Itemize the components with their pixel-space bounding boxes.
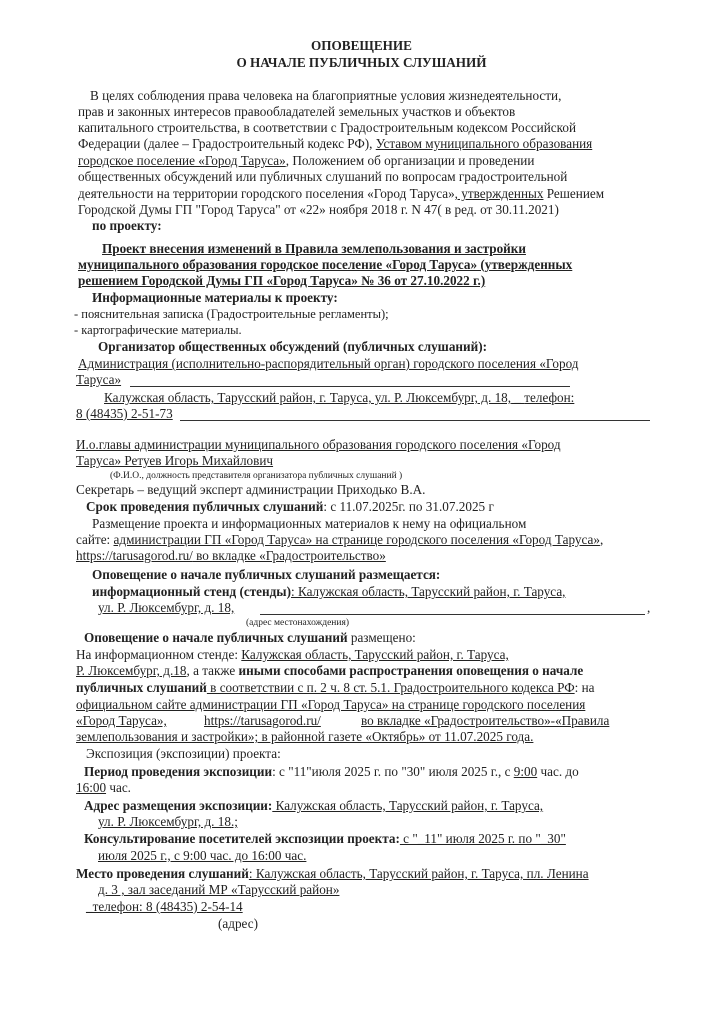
stand-line-2: ул. Р. Люксембург, д. 18, [98, 600, 235, 615]
placement-line-1: Размещение проекта и информационных материалов к нему на официальном [92, 516, 527, 531]
exposition-address-2: ул. Р. Люксембург, д. 18.; [98, 814, 238, 829]
notice-done-line-2: Р. Люксембург, д.18, а также иными способами распространения оповещения о начале [76, 663, 584, 678]
notice-done-line-6: землепользования и застройки»; в районной газете «Октябрь» от 11.07.2025 года. [76, 729, 534, 744]
exposition-period-2: 16:00 час. [76, 780, 131, 795]
materials-item-2: - картографические материалы. [74, 323, 242, 337]
exposition-address: Адрес размещения экспозиции: Калужская область, Тарусский район, г. Таруса, [84, 798, 544, 813]
notice-done-line-1: На информационном стенде: Калужская область, Тарусский район, г. Таруса, [76, 647, 509, 662]
intro-line-2: прав и законных интересов правообладателей земельных участков и объектов [78, 104, 516, 119]
intro-line-6: общественных обсуждений или публичных слушаний по вопросам градостроительной [78, 169, 568, 184]
secretary-line: Секретарь – ведущий эксперт администрации Приходько В.А. [76, 482, 426, 497]
hearing-place-line: Место проведения слушаний: Калужская область, Тарусский район, г. Таруса, пл. Ленина [76, 866, 589, 881]
exposition-label: Экспозиция (экспозиции) проекта: [86, 746, 281, 761]
intro-line-1: В целях соблюдения права человека на благоприятные условия жизнедеятельности, [90, 88, 562, 103]
organizer-phone: 8 (48435) 2-51-73 [76, 406, 173, 421]
head-line-2: Таруса» Ретуев Игорь Михайлович [76, 453, 274, 468]
notice-done-line-3: публичных слушаний в соответствии с п. 2 ч. 8 ст. 5.1. Градостроительного кодекса РФ: на [76, 680, 595, 695]
organizer-line-1: Администрация (исполнительно-распорядительный орган) городского поселения «Город [78, 356, 579, 371]
site-url: https://tarusagorod.ru/ [76, 548, 193, 563]
stand-line: информационный стенд (стенды): Калужская область, Тарусский район, г. Таруса, [92, 584, 566, 599]
consult-line: Консультирование посетителей экспозиции проекта: с "_11" июля 2025 г. по "_30" [84, 831, 566, 846]
intro-line-5: городское поселение «Город Таруса», Положением об организации и проведении [78, 153, 535, 168]
organizer-address: Калужская область, Тарусский район, г. Таруса, ул. Р. Люксембург, д. 18, _ телефон: [104, 390, 575, 405]
materials-heading: Информационные материалы к проекту: [92, 290, 338, 305]
organizer-line-2: Таруса» [76, 372, 122, 387]
exposition-period: Период проведения экспозиции: с "11"июля 2025 г. по "30" июля 2025 г., с 9:00 час. до [84, 764, 579, 779]
intro-line-3: капитального строительства, в соответствии с Градостроительным кодексом Российской [78, 120, 577, 135]
project-line-1: Проект внесения изменений в Правила землепользования и застройки [102, 241, 526, 256]
placement-line-2: сайте: администрации ГП «Город Таруса» на странице городского поселения «Город Таруса», [76, 532, 604, 547]
intro-line-4: Федерации (далее – Градостроительный кодекс РФ), Уставом муниципального образования [78, 136, 593, 151]
notice-done-line-5: «Город Таруса», https://tarusagorod.ru/ во вкладке «Градостроительство»-«Правила [76, 713, 610, 728]
hearing-caption: (адрес) [218, 916, 258, 931]
stand-caption: (адрес местонахождения) [246, 618, 349, 628]
notice-place-heading: Оповещение о начале публичных слушаний размещается: [92, 567, 441, 582]
project-label: по проекту: [92, 218, 162, 233]
intro-line-8: Городской Думы ГП "Город Таруса" от «22» ноября 2018 г. N 47( в ред. от 30.11.2021) [78, 202, 559, 217]
stand-comma: , [647, 600, 651, 615]
intro-line-7: деятельности на территории городского поселения «Город Таруса», утвержденных Решением [78, 186, 605, 201]
notice-done-line-4: официальном сайте администрации ГП «Город Таруса» на странице городского поселения [76, 697, 586, 712]
fill-line [180, 420, 650, 421]
notice-subtitle: О НАЧАЛЕ ПУБЛИЧНЫХ СЛУШАНИЙ [236, 55, 487, 70]
site-url-2: https://tarusagorod.ru/ [204, 713, 321, 728]
head-line-1: И.о.главы администрации муниципального образования городского поселения «Город [76, 437, 561, 452]
fill-line [130, 386, 570, 387]
placement-line-3: https://tarusagorod.ru/ во вкладке «Градостроительство» [76, 548, 386, 563]
hearing-phone: _телефон: 8 (48435) 2-54-14 [86, 899, 243, 914]
materials-item-1: - пояснительная записка (Градостроительные регламенты); [74, 307, 389, 321]
notice-done-heading: Оповещение о начале публичных слушаний размещено: [84, 630, 416, 645]
notice-title: ОПОВЕЩЕНИЕ [311, 38, 412, 53]
head-caption: (Ф.И.О., должность представителя организатора публичных слушаний ) [110, 471, 403, 481]
term-line: Срок проведения публичных слушаний: с 11.07.2025г. по 31.07.2025 г [86, 499, 494, 514]
charter-link-text: Уставом муниципального образования [375, 136, 593, 151]
project-line-3: решением Городской Думы ГП «Город Таруса» № 36 от 27.10.2022 г.) [78, 273, 486, 288]
project-line-2: муниципального образования городское поселение «Город Таруса» (утвержденных [78, 257, 573, 272]
consult-line-2: июля 2025 г., с 9:00 час. до 16:00 час. [98, 848, 307, 863]
organizer-heading: Организатор общественных обсуждений (публичных слушаний): [98, 339, 487, 354]
hearing-place-line-2: д. 3 , зал заседаний МР «Тарусский район» [98, 882, 340, 897]
